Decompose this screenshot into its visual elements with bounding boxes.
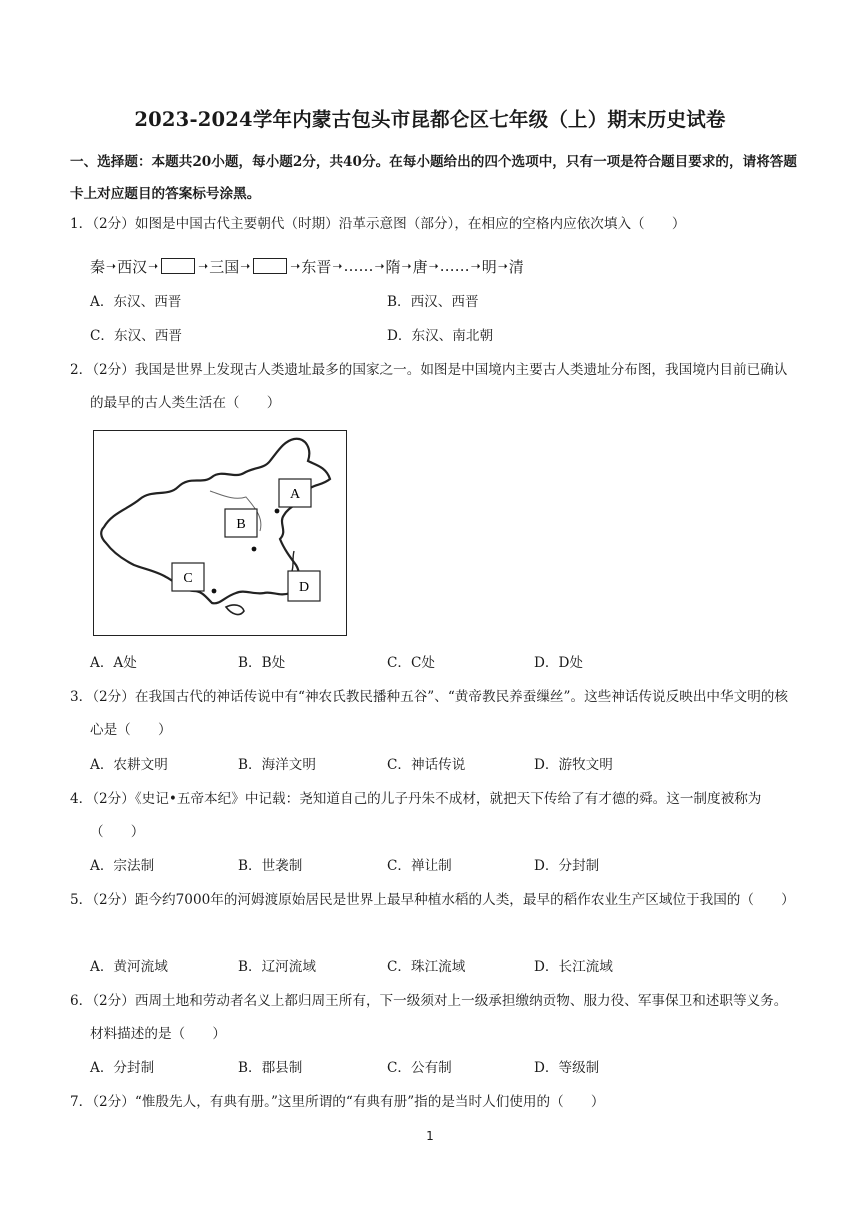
option-c[interactable]: C．东汉、西晋 xyxy=(90,328,182,344)
dynasty-sequence-diagram xyxy=(90,252,524,280)
map-label-c: C xyxy=(183,571,193,586)
island-outline xyxy=(226,605,244,615)
option-a[interactable]: A．东汉、西晋 xyxy=(90,294,182,310)
arrow-icon: ➝ xyxy=(497,259,508,273)
option-a[interactable]: A．分封制 xyxy=(90,1060,155,1076)
blank-box xyxy=(253,258,287,274)
question-2-stem: 2．（2分）我国是世界上发现古人类遗址最多的国家之一。如图是中国境内主要古人类遗址分布图，我国境内目前已确认的最早的古人类生活在（ ） xyxy=(70,362,788,411)
question-3 xyxy=(70,681,800,747)
map-label-d: D xyxy=(298,580,310,595)
seq-item: …… xyxy=(343,257,374,275)
seq-item: 明 xyxy=(481,257,497,276)
map-label-b: B xyxy=(236,517,246,532)
arrow-icon: ➝ xyxy=(401,259,412,273)
arrow-icon: ➝ xyxy=(290,259,301,273)
page-number: 1 xyxy=(426,1129,434,1143)
china-map-figure xyxy=(93,430,347,636)
map-label-a: A xyxy=(289,487,301,502)
arrow-icon: ➝ xyxy=(198,259,209,273)
question-2 xyxy=(70,354,800,420)
question-6 xyxy=(70,985,800,1051)
arrow-icon: ➝ xyxy=(240,259,251,273)
blank-box xyxy=(161,258,195,274)
question-3-stem: 3．（2分）在我国古代的神话传说中有“神农氏教民播种五谷”、“黄帝教民养蚕缫丝”。这些神话传说反映出中华文明的核心是（ ） xyxy=(70,689,788,738)
question-1-stem: 1．（2分）如图是中国古代主要朝代（时期）沿革示意图（部分），在相应的空格内应依次填入（ ） xyxy=(70,216,686,232)
option-d[interactable]: D．东汉、南北朝 xyxy=(387,328,494,344)
china-map-outline xyxy=(94,431,345,634)
option-d[interactable]: D．游牧文明 xyxy=(534,757,613,773)
option-a[interactable]: A．A处 xyxy=(90,655,137,671)
seq-item: 三国 xyxy=(209,257,240,276)
seq-item: 东晋 xyxy=(301,257,332,276)
arrow-icon: ➝ xyxy=(428,259,439,273)
section-instructions: 一、选择题：本题共20小题，每小题2分，共40分。在每小题给出的四个选项中，只有一项是符合题目要求的，请将答题卡上对应题目的答案标号涂黑。 xyxy=(70,154,797,202)
arrow-icon: ➝ xyxy=(332,259,343,273)
seq-item: …… xyxy=(439,257,470,275)
seq-item: 秦 xyxy=(90,257,106,276)
option-b[interactable]: B．西汉、西晋 xyxy=(387,294,479,310)
seq-item: 隋 xyxy=(385,257,401,276)
arrow-icon: ➝ xyxy=(470,259,481,273)
question-5 xyxy=(70,884,800,917)
question-7 xyxy=(70,1086,800,1119)
option-b[interactable]: B．郡县制 xyxy=(238,1060,303,1076)
option-a[interactable]: A．宗法制 xyxy=(90,858,155,874)
seq-item: 唐 xyxy=(412,257,428,276)
exam-title: 2023-2024学年内蒙古包头市昆都仑区七年级（上）期末历史试卷 xyxy=(134,108,726,131)
option-d[interactable]: D．D处 xyxy=(534,655,583,671)
option-b[interactable]: B．B处 xyxy=(238,655,286,671)
question-4 xyxy=(70,783,800,849)
arrow-icon: ➝ xyxy=(374,259,385,273)
option-b[interactable]: B．辽河流域 xyxy=(238,959,316,975)
question-4-stem: 4．（2分）《史记•五帝本纪》中记载：尧知道自己的儿子丹朱不成材，就把天下传给了有才德的舜。这一制度被称为（ ） xyxy=(70,791,762,840)
arrow-icon: ➝ xyxy=(106,259,117,273)
option-c[interactable]: C．公有制 xyxy=(387,1060,452,1076)
option-a[interactable]: A．农耕文明 xyxy=(90,757,168,773)
option-c[interactable]: C．珠江流域 xyxy=(387,959,466,975)
question-5-stem: 5．（2分）距今约7000年的河姆渡原始居民是世界上最早种植水稻的人类，最早的稻作农业生产区域位于我国的（ ） xyxy=(70,892,795,908)
question-7-stem: 7．（2分）“惟殷先人，有典有册。”这里所谓的“有典有册”指的是当时人们使用的（ ） xyxy=(70,1094,605,1110)
option-a[interactable]: A．黄河流域 xyxy=(90,959,168,975)
question-1 xyxy=(70,208,800,241)
site-dot-a xyxy=(275,509,280,514)
option-c[interactable]: C．神话传说 xyxy=(387,757,466,773)
seq-item: 西汉 xyxy=(117,257,148,276)
option-d[interactable]: D．分封制 xyxy=(534,858,600,874)
option-d[interactable]: D．长江流域 xyxy=(534,959,613,975)
seq-item: 清 xyxy=(508,257,524,276)
arrow-icon: ➝ xyxy=(148,259,159,273)
site-dot-c xyxy=(212,589,217,594)
site-dot-b xyxy=(252,547,257,552)
option-b[interactable]: B．世袭制 xyxy=(238,858,303,874)
option-c[interactable]: C．C处 xyxy=(387,655,435,671)
option-d[interactable]: D．等级制 xyxy=(534,1060,600,1076)
question-6-stem: 6．（2分）西周土地和劳动者名义上都归周王所有，下一级须对上一级承担缴纳贡物、服力役、军事保卫和述职等义务。材料描述的是（ ） xyxy=(70,993,788,1042)
option-c[interactable]: C．禅让制 xyxy=(387,858,452,874)
option-b[interactable]: B．海洋文明 xyxy=(238,757,316,773)
